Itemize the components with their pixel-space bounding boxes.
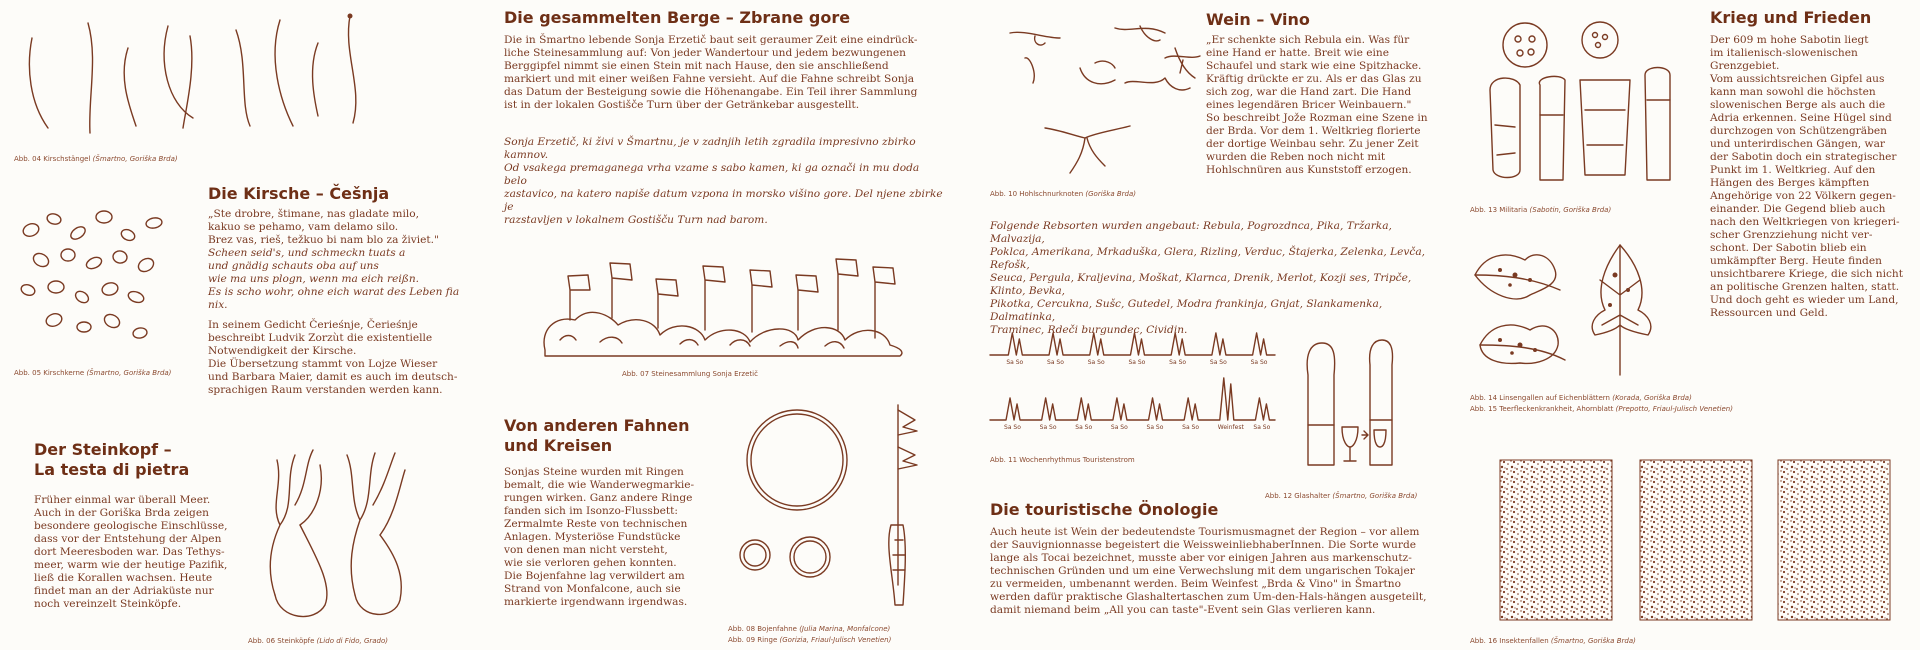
heading-steinkopf: Der Steinkopf – La testa di pietra [34,440,190,479]
caption-abb16: Abb. 16 Insektenfallen (Šmartno, Goriška Brda) [1470,637,1636,645]
poem-slovenian: „Ste drobre, štimane, nas gladate milo, kakuo se pehamo, vam delamo silo. Brez vas, rieš, težkuo bi nam blo za živiet." [208,208,439,246]
insect-traps-illustration [1500,455,1890,625]
kirsche-body: In seinem Gedicht Čerieśnje, Čerieśnje beschreibt Ludvik Zorzùt die existentielle Notwendigkeit der Kirsche. Die Übersetzung stammt von Lojze Wieser und Barbara Maier, damit es auch im deutsch- sprachigen Raum verstanden werden kann. [208,319,458,396]
stone-collection-illustration [540,230,930,360]
caption-abb05: Abb. 05 Kirschkerne (Šmartno, Goriška Brda) [14,369,172,377]
cherry-stems-illustration [18,8,448,138]
caption-abb10: Abb. 10 Hohlschnurknoten (Goriška Brda) [990,190,1136,198]
panel-4 [1440,0,1920,650]
caption-abb14: Abb. 14 Linsengallen auf Eichenblättern (Korada, Goriška Brda) [1470,394,1692,402]
heading-oenologie: Die touristische Önologie [990,500,1219,519]
rhythm-label: Sa So [1209,359,1227,366]
rhythm-label: Sa So [1110,424,1128,431]
rhythm-label: Sa So [1146,424,1164,431]
krieg-body: Der 609 m hohe Sabotin liegt im italienisch-slowenischen Grenzgebiet. Vom aussichtsreichen Gipfel aus kann man sowohl die höchsten slowenischen Berge als auch die Adria erkennen. Seine Hügel sind durchzogen von Schützengräben und unterirdischen Gängen, war der Sabotin doch ein strategischer Punkt im 1. Weltkrieg. Auf den Hängen des Berges kämpften Angehörige von 22 Völkern gegen- einander. Die Gegend blieb auch nach den Weltkriegen von kriegeri- scher Grenzziehung nicht ver- schont. Der Sabotin blieb ein umkämpfter Berg. Heute finden unsichtbarere Kriege, die sich nicht an politische Grenzen halten, statt. Und doch geht es wieder um Land, Ressourcen und Geld. [1710,34,1904,319]
rhythm-label: Sa So [1087,359,1105,366]
rhythm-label: Sa So [1006,359,1024,366]
fahnen-body: Sonjas Steine wurden mit Ringen bemalt, die wie Wanderwegmarkie- rungen wirken. Ganz andere Ringe fanden sich im Isonzo-Flussbett: Zermalmte Reste von technischen Anlagen. Mysteriöse Fundstücke von denen man nicht versteht, wie sie verloren gehen konnten. Die Bojenfahne lag verwildert am Strand von Monfalcone, auch sie markierte irgendwann irgendwas. [504,466,695,608]
rhythm-label: Sa So [1075,424,1093,431]
rhythm-label: Sa So [1182,424,1200,431]
caption-abb06: Abb. 06 Steinköpfe (Lido di Fido, Grado) [248,637,389,645]
panel-1 [0,0,480,650]
poem-german: Scheen seid's, und schmeckn tuats a und gnädig schauts oba auf uns wie ma uns plogn, wenn ma eich reißn. Es is scho wohr, ohne eich warat des Leben fia nix. [208,247,460,311]
caption-abb11: Abb. 11 Wochenrhythmus Touristenstrom [990,456,1135,464]
berge-body-slovenian: Sonja Erzetič, ki živi v Šmartnu, je v zadnjih letih zgradila impresivno zbirko kamnov. Od vsakega premaganega vrha vzame s sabo kamen, ki ga označi in mu doda belo zastavico, na katero napiše datum vzpona in morsko višino gore. Del njene zbirke je razstavljen v lokalnem Gostišču Turn nad barom. [504,136,943,226]
caption-abb07: Abb. 07 Steinesammlung Sonja Erzetič [622,370,758,378]
rings-and-buoy-flag-illustration [735,395,935,615]
rhythm-label: Weinfest [1217,424,1244,431]
heading-krieg: Krieg und Frieden [1710,8,1872,27]
rhythm-label: Sa So [1253,424,1271,431]
militaria-illustration [1485,15,1685,190]
wein-body: „Er schenkte sich Rebula ein. Was für eine Hand er hatte. Breit wie eine Schaufel und stark wie eine Spitzhacke. Kräftig drückte er zu. Als er das Glas zu sich zog, war die Hand zart. Die Hand eines legendären Bricer Weinbauern." So beschreibt Jože Rozman eine Szene in der Brda. Vor dem 1. Weltkrieg florierte der dortige Weinbau sehr. Zu jener Zeit wurden die Reben noch nicht mit Hohlschnüren aus Kunststoff erzogen. [1206,34,1428,176]
berge-body: Die in Šmartno lebende Sonja Erzetič baut seit geraumer Zeit eine eindrück- liche Steinesammlung auf: Von jeder Wandertour und jedem bezwungenen Berggipfel nimmt sie einen Stein mit nach Hause, den sie anschließend markiert und mit einer weißen Fahne versieht. Auf die Fahne schreibt Sonja das Datum der Besteigung sowie die Höhenangabe. Ein Teil ihrer Sammlung ist in der lokalen Gostišče Turn über der Getränkebar ausgestellt. [504,34,918,111]
rhythm-label: Sa So [1169,359,1187,366]
heading-berge: Die gesammelten Berge – Zbrane gore [504,8,851,27]
caption-abb08: Abb. 08 Bojenfahne (Julia Marina, Monfalcone) [728,625,891,633]
caption-abb09: Abb. 09 Ringe (Gorizia, Friaul-Julisch Venetien) [728,636,892,644]
steinkopf-body: Früher einmal war überall Meer. Auch in der Goriška Brda zeigen besondere geologische Einschlüsse, dass vor der Entstehung der Alpen dort Meeresboden war. Das Tethys- meer, warm wie der heutige Pazifik, ließ die Korallen wachsen. Heute findet man an der Adriaküste nur noch vereinzelt Steinköpfe. [34,494,228,610]
rhythm-line [990,378,1275,420]
oenologie-body: Auch heute ist Wein der bedeutendste Tourismusmagnet der Region – vor allem der Sauvignionnasse begeistert die WeissweinliebhaberInnen. Die Sorte wurde lange als Tocai bezeichnet, musste aber vor einigen Jahren aus markenschutz- technischen Gründen und um eine Verwechslung mit dem ungarischen Tokajer zu vermeiden, umbenannt werden. Beim Weinfest „Brda & Vino" in Šmartno werden dafür praktische Glashaltertaschen zum Um-den-Hals-hängen ausgeteilt, damit niemand beim „All you can taste"-Event sein Glas verlieren kann. [990,526,1427,616]
rhythm-line [990,333,1275,355]
caption-abb15: Abb. 15 Teerfleckenkrankheit, Ahornblatt (Prepotto, Friaul-Julisch Venetien) [1470,405,1733,413]
cherry-pits-illustration [16,205,176,355]
caption-abb12: Abb. 12 Glashalter (Šmartno, Goriška Brda) [1265,492,1418,500]
stone-heads-illustration [255,445,415,625]
rhythm-label: Sa So [1004,424,1021,431]
caption-abb04: Abb. 04 Kirschstängel (Šmartno, Goriška Brda) [14,155,178,163]
rhythm-label: Sa So [1039,424,1057,431]
panel-2 [480,0,960,650]
rebsorten-list: Folgende Rebsorten wurden angebaut: Rebula, Pogrozdnca, Pika, Tržarka, Malvazija, Poklca, Amerikana, Mrkaduška, Glera, Rizling, Verduc, Štajerka, Zelenka, Levča, Refošk, Seuca, Pergula, Kraljevina, Moškat, Klarnca, Drenik, Merlot, Kozji ses, Tripče, Klinto, Bevka, Pikotka, Cercukna, Sušc, Gutedel, Modra frankinja, Gnjat, Slankamenka, Dalmatinka, Traminec, Rdeči burgundec, Cividin. [990,220,1426,336]
caption-abb13: Abb. 13 Militaria (Sabotin, Goriška Brda) [1470,206,1612,214]
oak-and-maple-leaves-illustration [1470,235,1690,385]
rhythm-label: Sa So [1047,359,1064,366]
glass-holder-illustration [1300,335,1410,475]
hollow-cord-knots-illustration [1005,18,1225,178]
heading-fahnen: Von anderen Fahnen und Kreisen [504,416,690,455]
rhythm-label: Sa So [1128,359,1146,366]
heading-wein: Wein – Vino [1206,10,1310,29]
panel-3 [960,0,1440,650]
rhythm-label: Sa So [1250,359,1268,366]
heading-kirsche: Die Kirsche – Češnja [208,184,390,203]
weekly-rhythm-chart [990,315,1280,445]
